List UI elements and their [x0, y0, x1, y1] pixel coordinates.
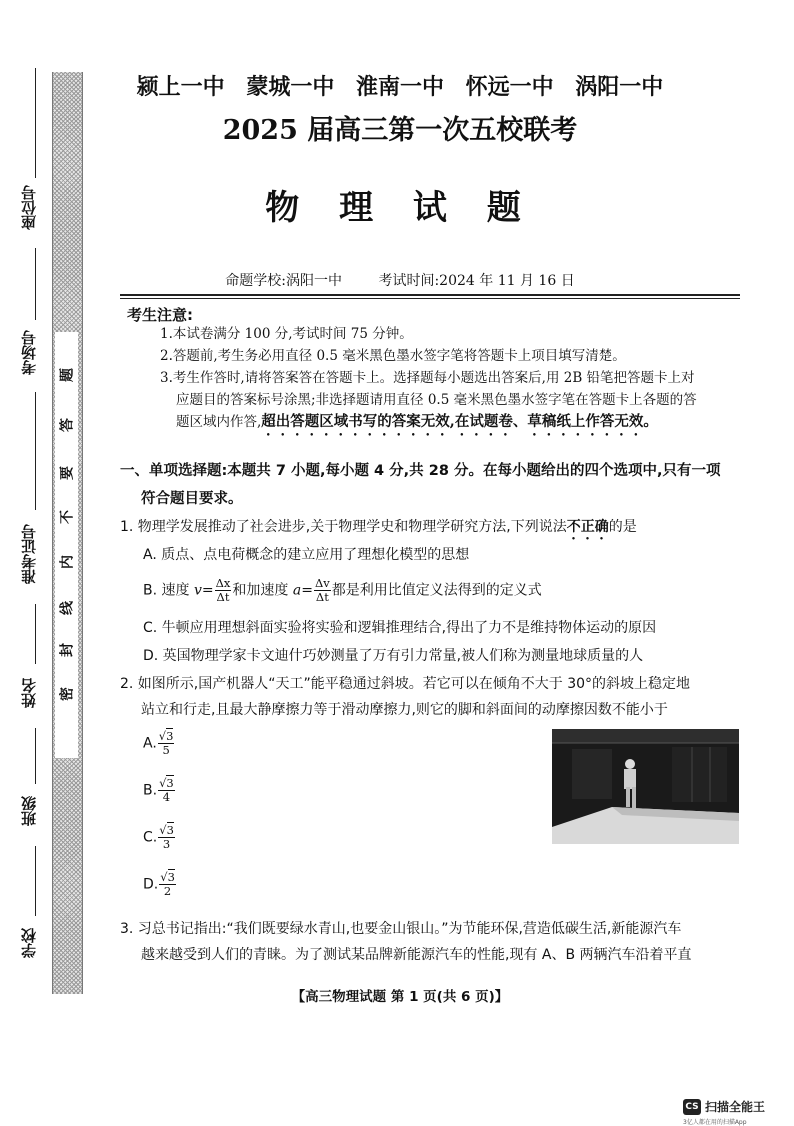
notice-title: 考生注意:: [127, 306, 193, 324]
header-rule-thin: [120, 298, 740, 299]
admission-number-label: 准考证号: [20, 524, 38, 584]
q1-b-symbol-v: v: [193, 582, 202, 599]
question-1-stem: [120, 514, 750, 543]
question-3-line-1: 3. 习总书记指出:“我们既要绿水青山,也要金山银山。”为节能环保,营造低碳生活,新能源汽车: [120, 921, 682, 937]
seal-char: 内: [59, 555, 76, 569]
exam-room-label: 考场号: [20, 330, 38, 376]
q1-stem-text: 1. 物理学发展推动了社会进步,关于物理学史和物理学研究方法,下列说法: [120, 519, 567, 535]
q1-b-symbol-a: a: [292, 582, 302, 599]
page-footer: 【高三物理试题 第 1 页(共 6 页)】: [291, 989, 509, 1005]
q1-option-a: A. 质点、点电荷概念的建立应用了理想化模型的思想: [143, 547, 470, 563]
question-3-line-2: 越来越受到人们的青睐。为了测试某品牌新能源汽车的性能,现有 A、B 两辆汽车沿着平直: [141, 947, 692, 963]
robot-slope-photo: [552, 729, 739, 844]
school-list: 颍上一中 蒙城一中 淮南一中 怀远一中 涡阳一中: [136, 75, 664, 100]
section-heading-line2: 符合题目要求。: [141, 491, 243, 507]
watermark-tagline: 3亿人都在用的扫描App: [683, 1119, 747, 1126]
section-heading-line1: 一、单项选择题:本题共 7 小题,每小题 4 分,共 28 分。在每小题给出的四个选项中,只有一项: [120, 463, 721, 479]
q1-b-fraction-velocity: $\frac{\Delta x}{\Delta t}$: [215, 576, 231, 604]
seal-char: 题: [59, 368, 76, 382]
class-label: 班级: [20, 796, 38, 826]
section-heading-cont: [141, 484, 769, 514]
q1-b-fraction-accel: $\frac{\Delta v}{\Delta t}$: [314, 576, 330, 604]
q1-option-c: C. 牛顿应用理想斜面实验将实验和逻辑推理结合,得出了力不是维持物体运动的原因: [143, 620, 657, 636]
q2-option-b: B. √ $\frac{3}{4}$: [143, 777, 176, 804]
class-blank: [35, 728, 36, 784]
q1-b-suffix: 都是利用比值定义法得到的定义式: [331, 582, 542, 599]
school-blank: [35, 846, 36, 916]
notice-item-2: 2.答题前,考生务必用直径 0.5 毫米黑色墨水签字笔将答题卡上项目填写清楚。: [160, 348, 626, 364]
question-2-stem-1: 2. 如图所示,国产机器人“天工”能平稳通过斜坡。若它可以在倾角不大于 30°的斜坡上稳定地: [120, 676, 691, 692]
section-heading: [120, 456, 748, 486]
admission-number-blank: [35, 392, 36, 510]
subject-title: 物 理 试 题: [265, 188, 535, 228]
q2-option-d: D. √ $\frac{3}{2}$: [143, 871, 177, 898]
exam-room-blank: [35, 248, 36, 320]
q2-option-a: A. √ $\frac{3}{5}$: [143, 730, 175, 757]
seal-char: 密: [59, 687, 76, 701]
q1-option-d: D. 英国物理学家卡文迪什巧妙测量了万有引力常量,被人们称为测量地球质量的人: [143, 648, 644, 664]
seal-char: 答: [59, 418, 76, 432]
notice-item-3: 3.考生作答时,请将答案答在答题卡上。选择题每小题选出答案后,用 2B 铅笔把答题卡上对: [160, 370, 695, 386]
school-label: 学校: [20, 928, 38, 958]
exam-title: 2025 届高三第一次五校联考: [222, 115, 578, 146]
camscanner-logo-icon: CS: [683, 1099, 701, 1115]
seal-char: 封: [59, 643, 76, 657]
header-rule: [120, 294, 740, 296]
q1-stem-end: 的是: [608, 519, 637, 535]
setter-school: 命题学校:涡阳一中: [225, 273, 343, 289]
seal-char: 线: [59, 601, 76, 615]
q2-option-c: C. √ $\frac{3}{3}$: [143, 824, 176, 851]
scanner-watermark: [683, 1098, 765, 1126]
notice-item-3-cont: 应题目的答案标号涂黑;非选择题请用直径 0.5 毫米黑色墨水签字笔在答题卡上各题的答: [176, 392, 697, 408]
seal-char: 不: [59, 510, 76, 524]
name-label: 姓名: [20, 678, 38, 708]
watermark-name: 扫描全能王: [705, 1100, 766, 1114]
exam-meta: [120, 270, 680, 290]
q1-b-middle: 和加速度: [232, 582, 289, 599]
exam-date: 考试时间:2024 年 11 月 16 日: [378, 273, 575, 289]
seal-char: 要: [59, 466, 76, 480]
notice-item-3-tail: 题区域内作答,: [176, 414, 262, 430]
notice-item-3-cont2: [176, 411, 746, 439]
name-blank: [35, 604, 36, 664]
seat-number-label: 座位号: [20, 185, 38, 231]
q1-option-b: B. 速度 v= $\frac{\Delta x}{\Delta t}$ 和加速度 a= $\frac{\Delta v}{\Delta t}$ 都是利用比值定义法得到的定义式: [143, 576, 542, 604]
question-2-stem-2: 站立和行走,且最大静摩擦力等于滑动摩擦力,则它的脚和斜面间的动摩擦因数不能小于: [141, 702, 668, 718]
seat-number-blank: [35, 68, 36, 178]
notice-emphasis: 超出答题区域书写的答案无效,在试题卷、草稿纸上作答无效。: [261, 413, 658, 430]
q1-stem-emphasis: 不正确: [566, 519, 609, 535]
notice-item-1: 1.本试卷满分 100 分,考试时间 75 分钟。: [160, 326, 413, 342]
q1-b-prefix: B. 速度: [143, 582, 190, 599]
